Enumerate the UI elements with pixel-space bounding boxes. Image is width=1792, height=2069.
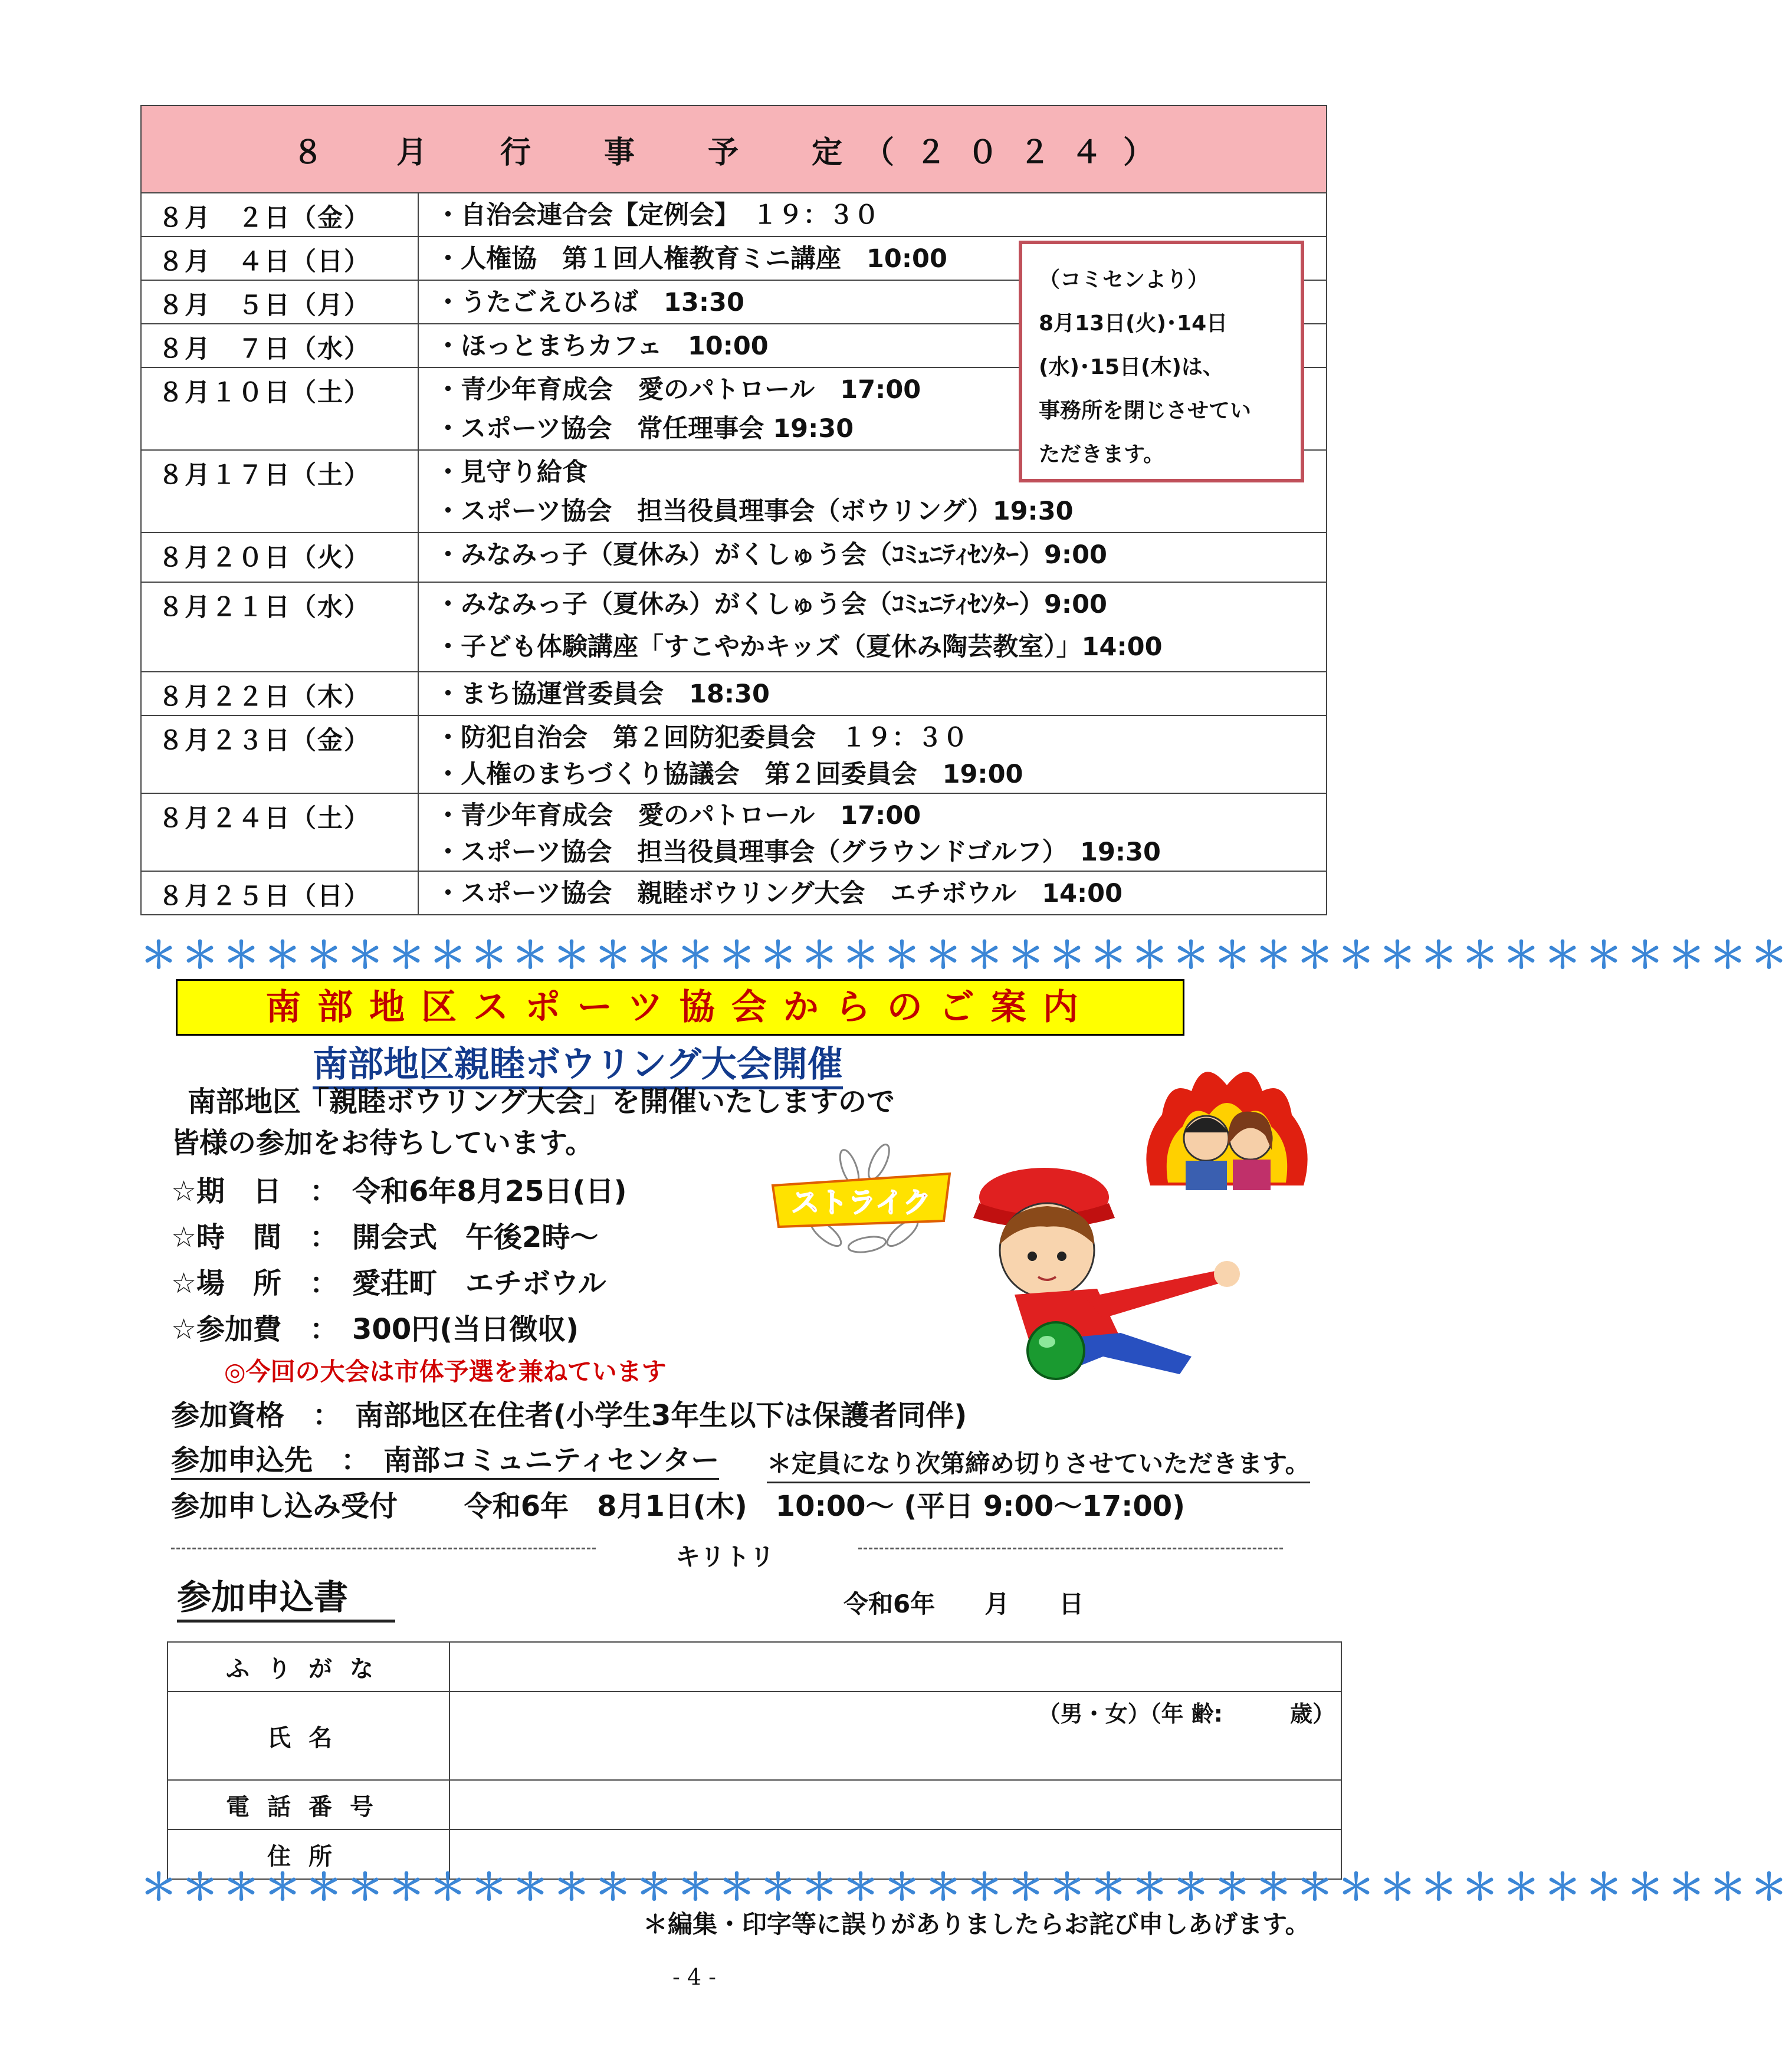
cut-label: キリトリ [675,1542,775,1571]
event-item: ・うたごえひろば 13:30 [435,288,744,317]
notice-line: （コミセンより） [1039,268,1209,292]
event-item: ・人権協 第１回人権教育ミニ講座 10:00 [435,244,947,274]
eligibility-line: 参加資格 ： 南部地区在住者(小学生3年生以下は保護者同伴) [171,1399,967,1432]
event-time-line: ☆時 間 ： 開会式 午後2時～ [171,1221,599,1254]
event-date: ８月 ５日（月） [141,280,418,324]
event-date: ８月２０日（火） [141,533,418,582]
event-item: ・人権のまちづくり協議会 第２回委員会 19:00 [435,760,1023,789]
event-item: ・みなみっ子（夏休み）がくしゅう会（ｺﾐｭﾆﾃｨｾﾝﾀｰ）9:00 [435,540,1107,570]
qualifier-note: ◎今回の大会は市体予選を兼ねています [224,1357,667,1386]
event-item: ・青少年育成会 愛のパトロール 17:00 [435,375,921,405]
notice-line: 事務所を閉じさせてい [1039,399,1252,423]
event-date: ８月２３日（金） [141,715,418,793]
event-item: ・みなみっ子（夏休み）がくしゅう会（ｺﾐｭﾆﾃｨｾﾝﾀｰ）9:00 [435,590,1107,619]
star-divider: ＊＊＊＊＊＊＊＊＊＊＊＊＊＊＊＊＊＊＊＊＊＊＊＊＊＊＊＊＊＊＊＊＊＊＊＊＊＊＊＊ [140,1866,1792,1909]
strike-label: ストライク [791,1186,931,1219]
address-label: 住所 [168,1830,449,1879]
event-subtitle: 南部地区親睦ボウリング大会開催 [313,1043,843,1089]
reception-line: 参加申し込み受付 令和6年 8月1日(木) 10:00～ (平日 9:00～17:00) [171,1490,1186,1523]
event-item: ・ほっとまちカフェ 10:00 [435,331,769,361]
page-number: - 4 - [672,1964,717,1990]
errata-note: ＊編集・印字等に誤りがありましたらお詫び申しあげます。 [643,1910,1310,1939]
event-date: ８月２４日（土） [141,793,418,871]
event-item: ・自治会連合会【定例会】 １９：３０ [435,201,879,230]
gender-age-field: （男・女）（年 齢: 歳） [1038,1701,1335,1727]
event-date: ８月２１日（水） [141,582,418,672]
event-item: ・青少年育成会 愛のパトロール 17:00 [435,801,921,830]
cut-line-left [171,1548,596,1549]
event-date: ８月 ２日（金） [141,193,418,237]
event-date: ８月１７日（土） [141,450,418,533]
name-label: 氏名 [168,1692,449,1780]
star-divider: ＊＊＊＊＊＊＊＊＊＊＊＊＊＊＊＊＊＊＊＊＊＊＊＊＊＊＊＊＊＊＊＊＊＊＊＊＊＊＊＊ [140,934,1792,977]
form-title: 参加申込書 [177,1575,395,1623]
event-item: ・スポーツ協会 担当役員理事会（ボウリング）19:30 [435,497,1074,526]
intro-line-1: 南部地区「親睦ボウリング大会」を開催いたしますので [188,1085,895,1118]
event-item: ・まち協運営委員会 18:30 [435,679,770,709]
apply-to-line: 参加申込先 ： 南部コミュニティセンター [171,1443,719,1480]
event-item: ・防犯自治会 第２回防犯委員会 １９：３０ [435,723,968,753]
schedule-table [140,105,1327,915]
event-fee-line: ☆参加費 ： 300円(当日徴収) [171,1313,579,1346]
event-item: ・見守り給食 [435,458,588,487]
table-row [141,715,1327,793]
event-item: ・子ども体験講座「すこやかキッズ（夏休み陶芸教室）」14:00 [435,632,1163,662]
event-item: ・スポーツ協会 担当役員理事会（グラウンドゴルフ） 19:30 [435,838,1161,867]
event-item: ・スポーツ協会 常任理事会 19:30 [435,414,854,444]
table-row [141,193,1327,237]
furigana-label: ふりがな [168,1642,449,1692]
application-form [167,1641,1342,1880]
schedule-title: ８ 月 行 事 予 定（２０２４） [141,106,1327,193]
table-row [141,672,1327,715]
phone-input[interactable] [449,1780,1341,1830]
event-date: ８月 ４日（日） [141,237,418,280]
event-place-line: ☆場 所 ： 愛荘町 エチボウル [171,1267,606,1300]
notice-line: ただきます。 [1039,442,1165,467]
intro-line-2: 皆様の参加をお待ちしています。 [171,1127,594,1160]
name-input[interactable] [449,1692,1341,1780]
table-row [141,582,1327,672]
office-closure-notice [1019,241,1304,482]
capacity-note: ＊定員になり次第締め切りさせていただきます。 [767,1446,1310,1483]
form-date: 令和6年 月 日 [844,1589,1084,1618]
bowler-boy-illustration [967,1162,1274,1380]
table-row [141,871,1327,915]
table-row [141,793,1327,871]
notice-line: 8月13日(火)･14日 [1039,311,1228,336]
event-date: ８月２２日（木） [141,672,418,715]
furigana-input[interactable] [449,1642,1341,1692]
event-date: ８月２５日（日） [141,871,418,915]
event-date-line: ☆期 日 ： 令和6年8月25日(日) [171,1175,627,1208]
cut-line-right [858,1548,1283,1549]
event-date: ８月 ７日（水） [141,324,418,367]
phone-label: 電話番号 [168,1780,449,1830]
event-item: ・スポーツ協会 親睦ボウリング大会 エチボウル 14:00 [435,879,1123,908]
table-row [141,533,1327,582]
strike-pins-illustration [761,1144,961,1262]
event-date: ８月１０日（土） [141,367,418,450]
notice-line: (水)･15日(木)は、 [1039,355,1224,379]
announcement-banner: 南部地区スポーツ協会からのご案内 [176,979,1184,1036]
